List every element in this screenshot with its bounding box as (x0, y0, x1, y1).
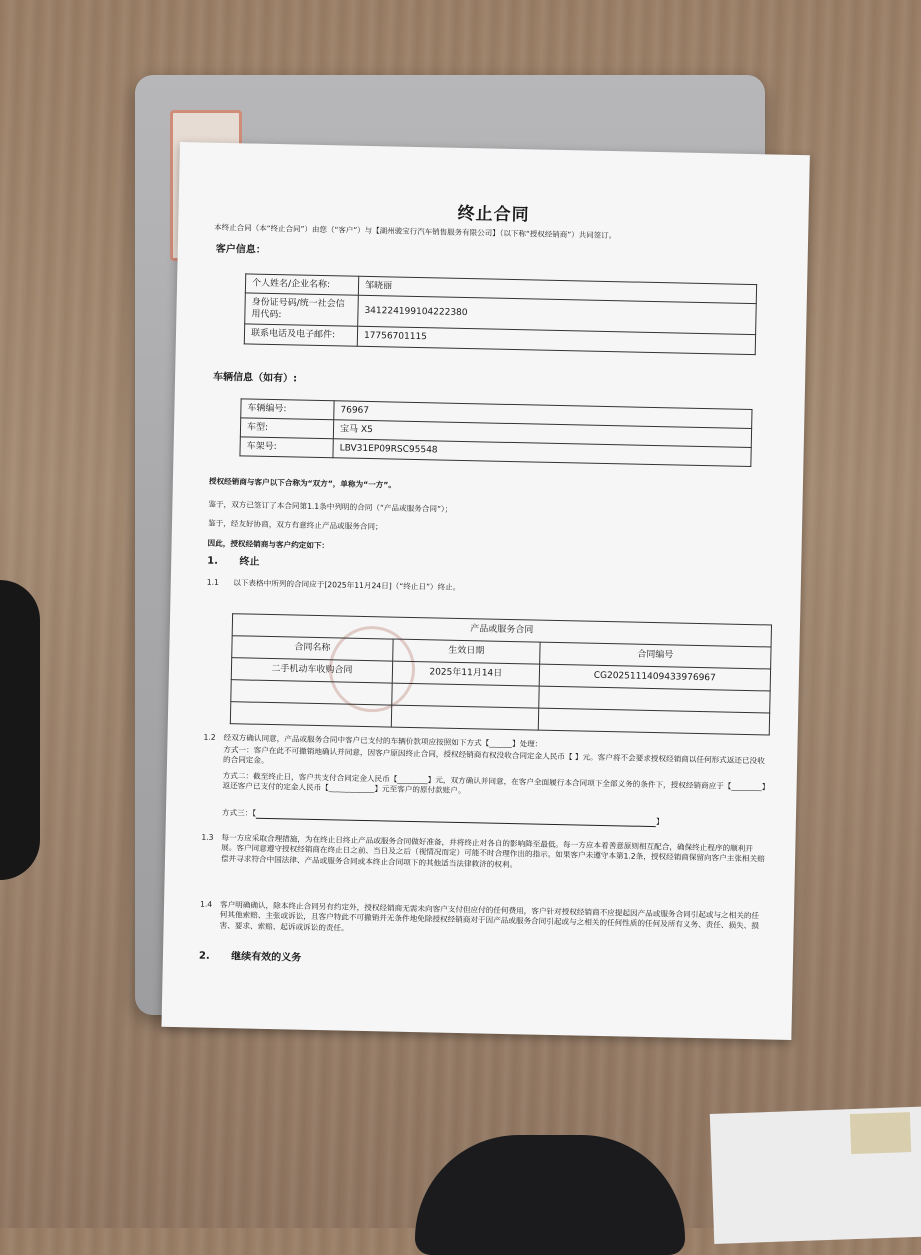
office-chair (0, 580, 40, 880)
clause-1-2 (203, 732, 769, 827)
clause-1-2-option-1: 方式一：客户在此不可撤销地确认并同意，因客户原因终止合同，授权经销商有权没收合同定金人民币【 】元。客户将不会要求授权经销商以任何形式返还已没收的合同定金。 (222, 745, 765, 766)
clause-1-2-number: 1.2 (203, 732, 216, 742)
parties-line: 授权经销商与客户以下合称为“双方”，单称为“一方”。 (208, 476, 396, 490)
paper-tab (850, 1112, 911, 1154)
computer-mouse (415, 1135, 685, 1255)
whereas-line-2: 鉴于，经友好协商，双方有意终止产品或服务合同； (207, 518, 383, 532)
model-label: 车型: (240, 418, 333, 439)
model-value: 宝马 X5 (333, 420, 751, 448)
section-2-title: 继续有效的义务 (231, 951, 302, 964)
cell-contract-name: 二手机动车收购合同 (231, 658, 392, 683)
clause-1-4 (199, 899, 765, 933)
clause-1-4-text: 客户明确确认，除本终止合同另有约定外，授权经销商无需未向客户支付但应付的任何费用，客户针对授权经销商不应提起因产品或服务合同引起或与之相关的任何其他索赔、主张或诉讼，且客户特此不可撤销并无条件地免除授权经销商对于因产品或服务合同引起或与之相关的任何性质的任何及所有义务、责任、损失、损害、要求、索赔、起诉或诉讼的责任。 (219, 900, 760, 933)
name-label: 个人姓名/企业名称: (245, 274, 358, 296)
clause-1-1-number: 1.1 (206, 577, 219, 587)
paper-stack (710, 1106, 921, 1244)
id-value: 341224199104222380 (358, 295, 757, 335)
clause-1-2-option-3 (222, 808, 767, 830)
whereas-line-1: 鉴于，双方已签订了本合同第1.1条中列明的合同（“产品或服务合同”）； (208, 499, 453, 514)
section-1-number: 1. (207, 555, 219, 567)
clause-1-1 (207, 578, 772, 600)
clause-1-1-text: 以下表格中所列的合同应于[2025年11月24日]（“终止日”）终止。 (233, 578, 461, 592)
clause-1-3-number: 1.3 (201, 832, 214, 842)
cell-contract-number: CG2025111409433976967 (539, 664, 771, 691)
header-contract-number: 合同编号 (539, 642, 771, 669)
intro-text: 本终止合同（本“终止合同”）由您（“客户”）与【湖州骏宝行汽车销售服务有限公司】（以下称“授权经销商”）共同签订。 (214, 222, 617, 241)
section-2-heading (199, 950, 764, 975)
vehicle-heading: 车辆信息（如有）: (212, 371, 298, 385)
contract-list-table (230, 613, 772, 735)
customer-heading: 客户信息： (215, 243, 266, 256)
document-title: 终止合同 (457, 203, 530, 226)
header-effective-date: 生效日期 (393, 639, 540, 664)
option-3-blank (256, 810, 656, 827)
contact-value: 17756701115 (357, 327, 755, 354)
name-value: 邹晓丽 (358, 276, 756, 303)
vin-label: 车架号: (240, 437, 333, 458)
cell-effective-date: 2025年11月14日 (392, 661, 539, 686)
clause-1-3-text: 每一方应采取合理措施，为在终止日终止产品或服务合同做好准备，并将终止对各自的影响降至最低。每一方应本着善意原则相互配合，确保终止程序的顺利开展。客户同意遵守授权经销商在终止日之前、当日及之后（视情况而定）可能不时合理作出的指示。如果客户未遵守本第1.2条，授权经销商保留向客户主张相关赔偿并寻求符合中国法律、产品或服务合同或本终止合同项下的其他适当法律救济的权利。 (220, 833, 765, 869)
clause-1-3 (201, 832, 767, 869)
vehicle-no-value: 76967 (334, 401, 752, 429)
table-caption: 产品或服务合同 (232, 614, 771, 647)
header-contract-name: 合同名称 (232, 636, 393, 661)
clause-1-4-number: 1.4 (199, 899, 213, 909)
contract-page (161, 142, 809, 1040)
customer-info-table (244, 273, 757, 354)
vin-value: LBV31EP09RSC95548 (333, 439, 751, 467)
therefore-line: 因此，授权经销商与客户约定如下： (207, 538, 330, 551)
clause-1-2-option-2: 方式二：截至终止日，客户共支付合同定金人民币【________】元，双方确认并同意，在客户全面履行本合同项下全部义务的条件下，授权经销商应于【________】返还客户已支付的定金人民币【____________】元至客户的原付款账户。 (222, 771, 766, 796)
clause-1-2-text: 经双方确认同意，产品或服务合同中客户已支付的车辆价款项应按照如下方式【______】处理： (223, 733, 543, 749)
option-3-label: 方式三：【 (221, 808, 257, 818)
contact-label: 联系电话及电子邮件: (244, 324, 357, 346)
section-2-number: 2. (198, 950, 210, 962)
option-3-end: 】 (655, 817, 664, 827)
section-1-title: 终止 (239, 556, 260, 568)
vehicle-no-label: 车辆编号: (241, 399, 334, 420)
vehicle-info-table (239, 398, 752, 467)
id-label: 身份证号码/统一社会信用代码: (245, 293, 359, 327)
